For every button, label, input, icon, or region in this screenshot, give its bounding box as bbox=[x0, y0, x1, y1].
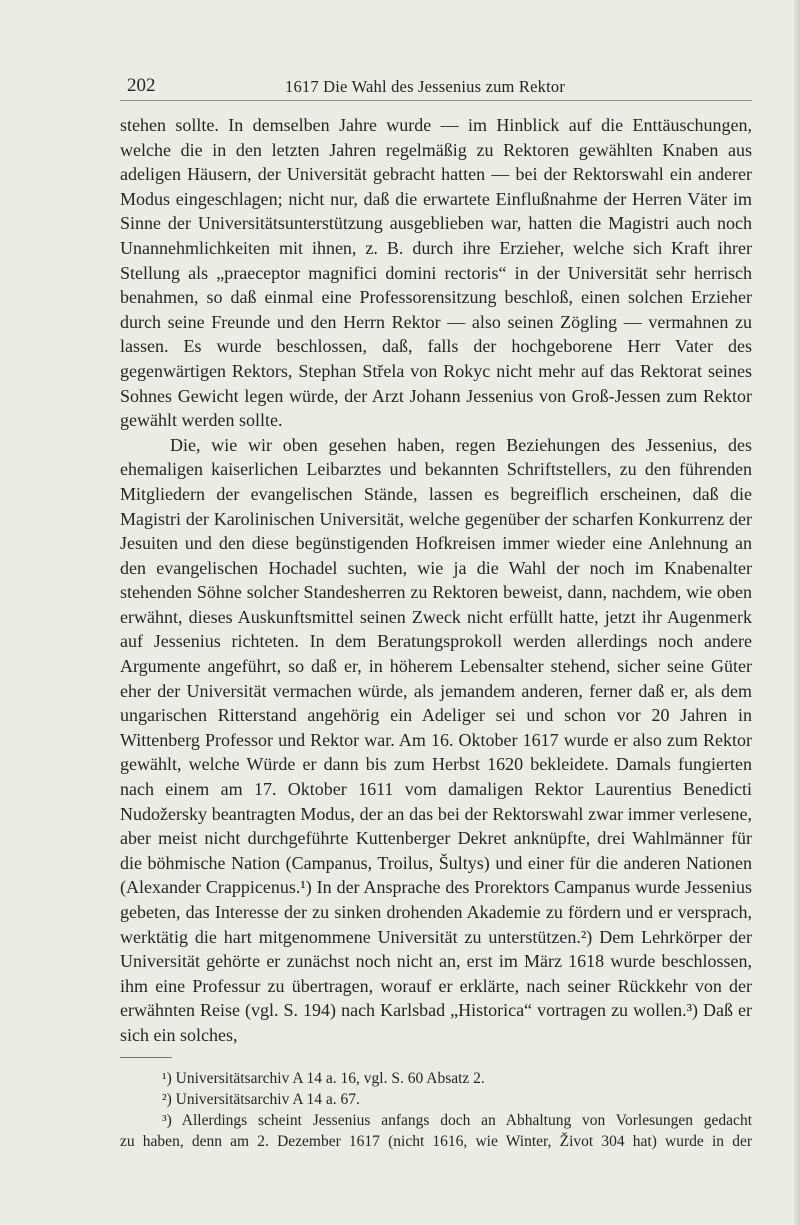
paragraph-2: Die, wie wir oben gesehen haben, regen Beziehungen des Jessenius, des ehemaligen kaiserlichen Leibarztes und bekannten Schriftstellers, zu den führenden Mitgliedern der evangelischen Stände, lassen es begreiflich erscheinen, daß die Magistri der Karolinischen Universität, welche gegenüber der scharfen Konkurrenz der Jesuiten und den diese begünstigenden Hofkreisen immer wieder eine Anlehnung an den evangelischen Hochadel suchten, wie ja die Wahl der noch im Knabenalter stehenden Söhne solcher Standesherren zu Rektoren beweist, dann, nachdem, wie oben erwähnt, dieses Auskunftsmittel seinen Zweck nicht erfüllt hatte, jetzt ihr Augenmerk auf Jessenius richteten. In dem Beratungsprokoll werden allerdings noch andere Argumente angeführt, so daß er, in höherem Lebensalter stehend, sicher seine Güter eher der Universität vermachen würde, als jemandem anderen, ferner daß er, als dem ungarischen Ritterstand angehörig ein Adeliger sei und schon vor 20 Jahren in Wittenberg Professor und Rektor war. Am 16. Oktober 1617 wurde er also zum Rektor gewählt, welche Würde er dann bis zum Herbst 1620 bekleidete. Damals fungierten nach einem am 17. Oktober 1611 vom damaligen Rektor Laurentius Benedicti Nudožersky beantragten Modus, der an das bei der Rektorswahl zwar immer verlesene, aber meist nicht durchgeführte Kuttenberger Dekret anknüpfte, drei Wahlmänner für die böhmische Nation (Campanus, Troilus, Šultys) und einer für die anderen Nationen (Alexander Crappicenus.¹) In der Ansprache des Prorektors Campanus wurde Jessenius gebeten, das Interesse der zu sinken drohenden Akademie zu fördern und er versprach, werktätig die hart mitgenommene Universität zu unterstützen.²) Dem Lehrkörper der Universität gehörte er zunächst noch nicht an, erst im März 1618 wurde beschlossen, ihm eine Professur zu übertragen, worauf er erklärte, nach seiner Rückkehr von der erwähnten Reise (vgl. S. 194) nach Karlsbad „Historica“ vortragen zu wollen.³) Daß er sich ein solches, bbox=[120, 434, 752, 1045]
footnote-2: ²) Universitätsarchiv A 14 a. 67. bbox=[162, 1091, 360, 1108]
paragraph-1: stehen sollte. In demselben Jahre wurde — im Hinblick auf die Enttäuschungen, welche die in den letzten Jahren regelmäßig zu Rektoren gewählten Knaben aus adeligen Häusern, der Universität gebracht hatten — bei der Rektorswahl ein anderer Modus eingeschlagen; nicht nur, daß die erwartete Einflußnahme der Herren Väter im Sinne der Universitätsunterstützung ausgeblieben war, hatten die Magistri auch noch Unannehmlichkeiten mit ihnen, z. B. durch ihre Erzieher, welche sich Kraft ihrer Stellung als „praeceptor magnifici domini rectoris“ in der Universität sehr herrisch benahmen, so daß einmal eine Professorensitzung beschloß, einen solchen Erzieher durch seine Freunde und den Herrn Rektor — also seinen Zögling — vermahnen zu lassen. Es wurde beschlossen, daß, falls der hochgeborene Herr Vater des gegenwärtigen Rektors, Stephan Střela von Rokyc nicht mehr auf das Rektorat seines Sohnes Gewicht legen würde, der Arzt Johann Jessenius von Groß-Jessen zum Rektor gewählt werden sollte. bbox=[120, 115, 752, 431]
page-number: 202 bbox=[127, 75, 156, 96]
page-edge bbox=[794, 0, 800, 1225]
running-title: 1617 Die Wahl des Jessenius zum Rektor bbox=[285, 77, 566, 96]
body-text bbox=[120, 113, 752, 1048]
footnotes bbox=[120, 1068, 752, 1152]
footnote-1: ¹) Universitätsarchiv A 14 a. 16, vgl. S. 60 Absatz 2. bbox=[162, 1070, 485, 1087]
footnote-rule bbox=[120, 1057, 172, 1058]
page-header bbox=[120, 74, 752, 101]
footnote-3-line-1: ³) Allerdings scheint Jessenius anfangs doch an Abhaltung von Vorlesungen gedacht bbox=[162, 1112, 752, 1129]
footnote-3-line-2: zu haben, denn am 2. Dezember 1617 (nicht 1616, wie Winter, Život 304 hat) wurde in der bbox=[120, 1133, 752, 1150]
